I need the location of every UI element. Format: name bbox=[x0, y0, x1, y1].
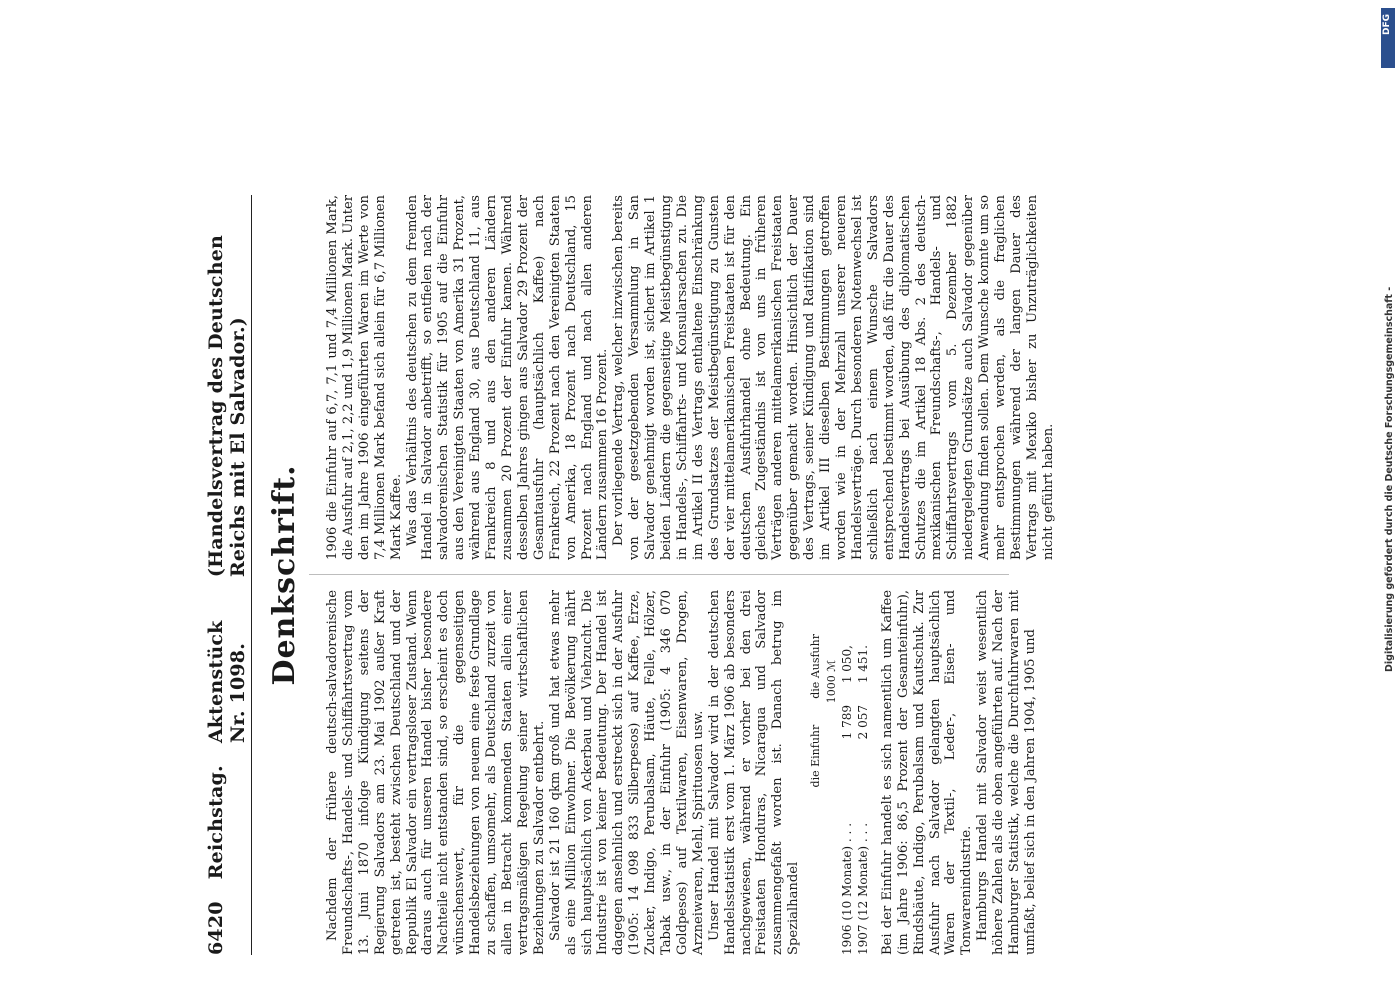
paragraph: Nachdem der frühere deutsch-salvadorenische Freundschafts-, Handels- und Schiffahrtsvertrag vom 13. Juni 1870 infolge Kündigung seitens der Regierung Salvadors am 23. Mai 1902 außer Kraft getreten ist, besteht zwischen Deutschland und der Republik El Salvador ein vertragsloser Zustand. Wenn daraus auch für unseren Handel bisher besondere Nachteile nicht entstanden sind, so erscheint es doch wünschenswert, für die gegenseitigen Handelsbeziehungen von neuem eine feste Grundlage zu schaffen, umsomehr, als Deutschland zurzeit von allen in Betracht kommenden Staaten allein einer vertragsmäßigen Regelung seiner wirtschaftlichen Beziehungen zu Salvador entbehrt. bbox=[325, 590, 547, 955]
stats-header-export: die Ausfuhr bbox=[809, 634, 823, 699]
paragraph: Salvador ist 21 160 qkm groß und hat etwas mehr als eine Million Einwohner. Die Bevölkerung nährt sich hauptsächlich von Ackerbau und Viehzucht. Die Industrie ist von keiner Bedeutung. Der Handel ist dagegen ansehnlich und erstreckt sich in der Ausfuhr (1905: 14 098 833 Silberpesos) auf Kaffee, Erze, Zucker, Indigo, Perubalsam, Häute, Felle, Hölzer, Tabak usw., in der Einfuhr (1905: 4 346 070 Goldpesos) auf Textilwaren, Eisenwaren, Drogen, Arzneiwaren, Mehl, Spirituosen usw. bbox=[547, 590, 706, 955]
dfg-logo bbox=[1381, 8, 1395, 68]
row-import: 2 057 bbox=[855, 705, 870, 740]
header-rule bbox=[251, 195, 252, 955]
stats-unit: 1000 ℳ bbox=[825, 660, 839, 704]
journal-name: Reichstag. bbox=[205, 765, 227, 880]
row-label: 1907 (12 Monate) . . . bbox=[855, 822, 870, 955]
paragraph: Der vorliegende Vertrag, welcher inzwischen bereits von der gesetzgebenden Versammlung in San Salvador genehmigt worden ist, sichert im Artikel 1 beiden Ländern die gegenseitige Meistbegünstigung in Handels-, Schiffahrts- und Konsularsachen zu. Die im Artikel II des Vertrags enthaltene Einschränkung des Grundsatzes der Meistbegünstigung zu Gunsten der vier mittelamerikanischen Freistaaten ist für den deutschen Ausfuhrhandel ohne Bedeutung. Ein gleiches Zugeständnis ist von uns in früheren Verträgen anderen mittelamerikanischen Freistaaten gegenüber gemacht worden. Hinsichtlich der Dauer des Vertrags, seiner Kündigung und Ratifikation sind im Artikel III dieselben Bestimmungen getroffen worden wie in der Mehrzahl unserer neueren Handelsverträge. Durch besonderen Notenwechsel ist schließlich nach einem Wunsche Salvadors entsprechend bestimmt worden, daß für die Dauer des Handelsvertrags bei Ausübung des diplomatischen Schutzes die im Artikel 18 Abs. 2 des deutsch-mexikanischen Freundschafts-, Handels- und Schiffahrtsvertrags vom 5. Dezember 1882 niedergelegten Grundsätze auch Salvador gegenüber Anwendung finden sollen. Dem Wunsche konnte um so mehr entsprochen werden, als die fraglichen Bestimmungen während der langen Dauer des Vertrags mit Mexiko bisher zu Unzuträglichkeiten nicht geführt haben. bbox=[611, 195, 1056, 560]
document-number: Aktenstück Nr. 1098. bbox=[205, 620, 249, 744]
page-title: Denkschrift. bbox=[267, 464, 302, 686]
table-row bbox=[856, 590, 872, 955]
row-export: 1 050, bbox=[840, 645, 854, 684]
row-label: 1906 (10 Monate) . . . bbox=[840, 822, 854, 955]
paragraph: Unser Handel mit Salvador wird in der deutschen Handelsstatistik erst vom 1. März 1906 ab besonders nachgewiesen, während er vorher bei den drei Freistaaten Honduras, Nicaragua und Salvador zusammengefaßt worden ist. Danach betrug im Spezialhandel bbox=[706, 590, 802, 955]
dfg-logo-text: DFG bbox=[1382, 14, 1392, 36]
paragraph: Was das Verhältnis des deutschen zu dem fremden Handel in Salvador anbetrifft, so entfielen nach der salvadorenischen Statistik für 1905 auf die Einfuhr aus den Vereinigten Staaten von Amerika 31 Prozent, während aus England 30, aus Deutschland 11, aus Frankreich 8 und aus den anderen Ländern zusammen 20 Prozent der Einfuhr kamen. Während desselben Jahres gingen aus Salvador 29 Prozent der Gesamtausfuhr (hauptsächlich Kaffee) nach Frankreich, 22 Prozent nach den Vereinigten Staaten von Amerika, 18 Prozent nach Deutschland, 15 Prozent nach England und nach allen anderen Ländern zusammen 16 Prozent. bbox=[404, 195, 611, 560]
page-number: 6420 bbox=[205, 901, 227, 955]
table-row bbox=[840, 590, 856, 955]
paragraph: Hamburgs Handel mit Salvador weist wesentlich höhere Zahlen als die oben angeführten auf. Nach der Hamburger Statistik, welche die Durchfuhrwaren mit umfaßt, belief sich in den Jahren 1904, 1905 und bbox=[975, 590, 1038, 955]
paragraph: Bei der Einfuhr handelt es sich namentlich um Kaffee (im Jahre 1906: 86,5 Prozent der Gesamteinfuhr), Rindshäute, Indigo, Perubalsam und Kautschuk. Zur Ausfuhr nach Salvador gelangten hauptsächlich Waren der Textil-, Leder-, Eisen- und Tonwarenindustrie. bbox=[879, 590, 975, 955]
column-divider bbox=[309, 574, 1009, 575]
rotated-page bbox=[205, 55, 1397, 955]
left-column bbox=[325, 590, 1039, 955]
right-column bbox=[325, 195, 1057, 560]
page-header bbox=[205, 195, 249, 955]
digitization-credit: Digitalisierung gefördert durch die Deutsche Forschungsgemeinschaft - bbox=[1384, 286, 1395, 672]
trade-stats-table bbox=[808, 590, 872, 955]
stats-header bbox=[808, 590, 824, 955]
paragraph: 1906 die Einfuhr auf 6,7, 7,1 und 7,4 Millionen Mark, die Ausfuhr auf 2,1, 2,2 und 1,9 Millionen Mark. Unter den im Jahre 1906 eingeführten Waren im Werte von 7,4 Millionen Mark befand sich allein für 6,7 Millionen Mark Kaffee. bbox=[325, 195, 404, 560]
document-subject: (Handelsvertrag des Deutschen Reichs mit El Salvador.) bbox=[205, 234, 249, 578]
row-export: 1 451. bbox=[855, 645, 870, 684]
stats-header-import: die Einfuhr bbox=[809, 724, 823, 788]
row-import: 1 789 bbox=[840, 705, 854, 740]
